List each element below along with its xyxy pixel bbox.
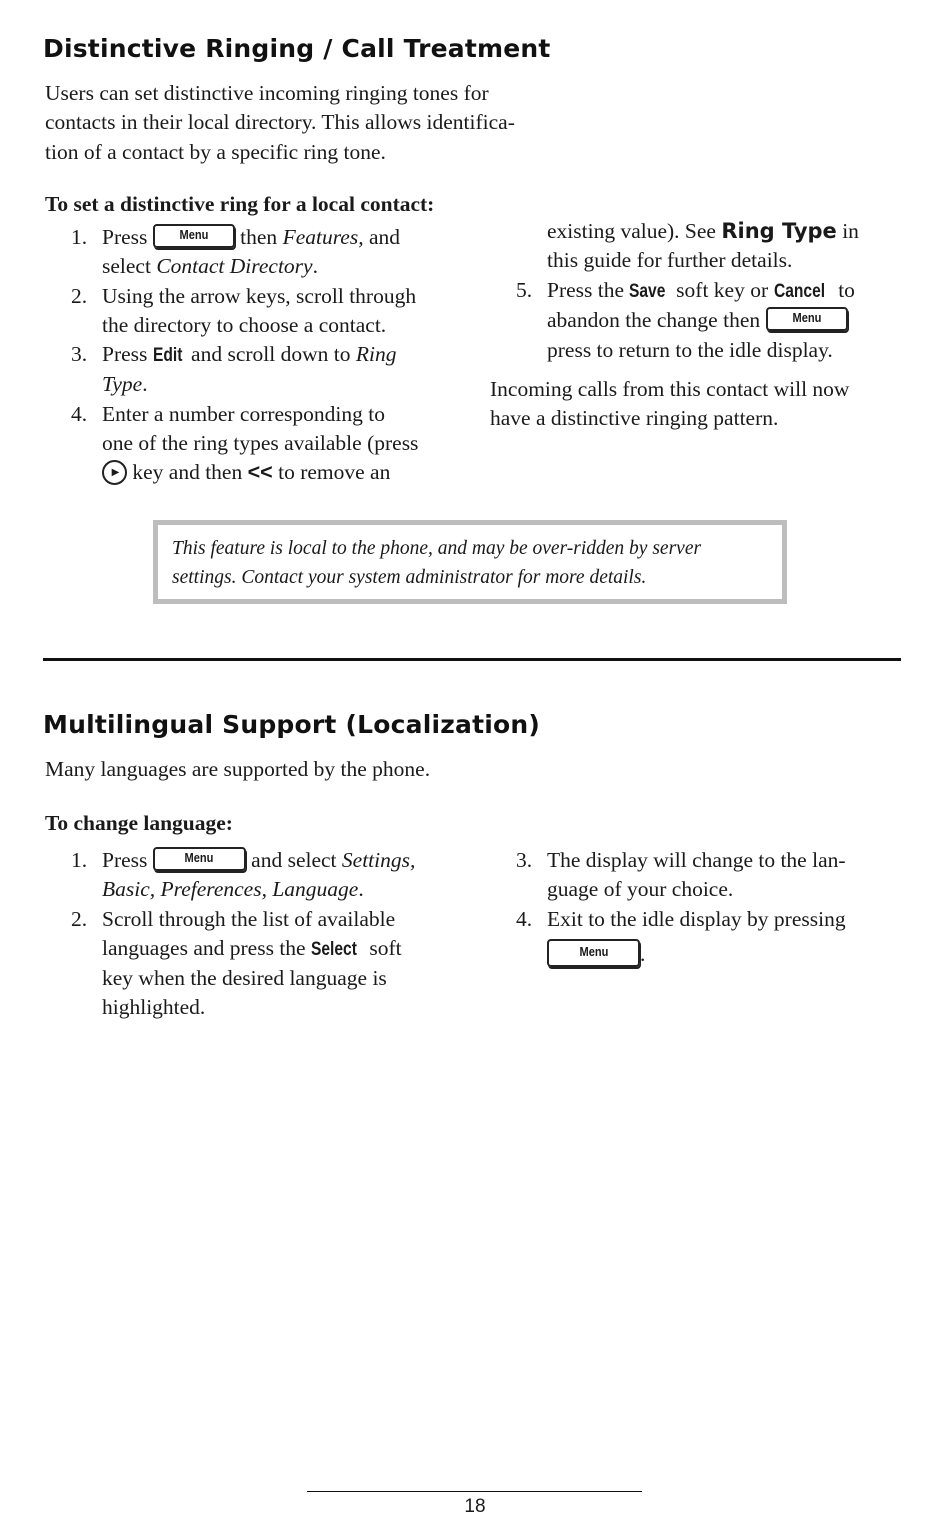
text: press to return to the idle display. <box>547 337 833 362</box>
text: the directory to choose a contact. <box>102 312 387 337</box>
select-soft-key-label: Select <box>310 938 357 960</box>
text: Type <box>102 372 143 397</box>
text: . <box>358 877 364 902</box>
intro-line: tion of a contact by a specific ring tone. <box>45 139 386 164</box>
text: select <box>102 254 151 279</box>
intro-line: contacts in their local directory. This allows identifica- <box>45 110 515 135</box>
list-item <box>45 282 485 341</box>
section-title-multilingual-support: Multilingual Support (Localization) <box>43 710 540 739</box>
section-divider <box>43 658 901 661</box>
text: Press <box>102 225 148 249</box>
menu-key-label: Menu <box>792 310 821 326</box>
text: Press the <box>547 278 625 302</box>
list-item <box>45 223 485 282</box>
text: . <box>640 941 646 966</box>
text: . <box>312 254 318 279</box>
text: Enter a number corresponding to <box>102 401 385 426</box>
list-item <box>45 846 485 905</box>
list-item <box>490 905 910 970</box>
text: highlighted. <box>102 995 206 1020</box>
text: Scroll through the list of available <box>102 906 396 931</box>
text: to <box>838 278 855 302</box>
text: guage of your choice. <box>547 877 734 902</box>
step-number: 3. <box>516 848 533 872</box>
section1-intro <box>45 79 515 167</box>
text: abandon the change then <box>547 308 761 333</box>
text: one of the ring types available (press <box>102 431 419 456</box>
step-number: 1. <box>71 848 88 872</box>
list-item <box>45 400 485 488</box>
text: key when the desired language is <box>102 966 387 991</box>
text: have a distinctive ringing pattern. <box>490 406 779 431</box>
section2-subheading: To change language: <box>45 811 233 835</box>
text: Using the arrow keys, scroll through <box>102 283 417 308</box>
section2-steps-left <box>45 846 485 1023</box>
step-number: 2. <box>71 906 88 931</box>
menu-key-icon <box>153 224 235 248</box>
section-title-distinctive-ringing: Distinctive Ringing / Call Treatment <box>43 34 551 63</box>
step-number: 2. <box>71 283 88 308</box>
step-number: 1. <box>71 225 88 249</box>
features-term: Features, <box>282 225 364 249</box>
backspace-key-label: << <box>247 460 273 485</box>
text: this guide for further details. <box>547 248 793 273</box>
text: Ring <box>355 342 397 367</box>
text: . <box>142 372 148 397</box>
save-soft-key-label: Save <box>629 281 666 302</box>
step4-continuation <box>547 217 917 276</box>
note-line: settings. Contact your system administrator for more details. <box>172 567 647 588</box>
section1-steps-right <box>490 276 910 365</box>
step-number: 3. <box>71 342 88 367</box>
text: languages and press the <box>102 935 306 960</box>
note-line: This feature is local to the phone, and may be over-ridden by server <box>172 538 702 559</box>
note-box <box>153 520 787 604</box>
text: to remove an <box>278 460 391 485</box>
contact-directory-term: Contact Directory <box>156 254 313 279</box>
menu-key-label: Menu <box>184 850 214 866</box>
text: and select <box>251 848 337 872</box>
text: key and then <box>132 460 243 485</box>
list-item <box>45 905 485 1023</box>
menu-key-icon <box>547 939 640 967</box>
section2-steps-right <box>490 846 910 970</box>
text: Exit to the idle display by pressing <box>547 906 846 931</box>
text: soft key or <box>676 278 769 302</box>
step-number: 4. <box>71 401 88 426</box>
text: Press <box>102 342 148 367</box>
menu-key-icon <box>766 307 848 331</box>
section1-steps-left <box>45 223 485 488</box>
text: Basic, Preferences, Language <box>102 877 359 902</box>
text: soft <box>369 935 402 960</box>
text: Press <box>102 848 148 872</box>
text: and <box>368 225 400 249</box>
text: Incoming calls from this contact will now <box>490 377 850 401</box>
text: existing value). See <box>547 219 716 243</box>
list-item <box>490 846 910 905</box>
edit-soft-key-label: Edit <box>152 345 183 367</box>
text: The display will change to the lan- <box>547 848 846 872</box>
menu-key-label: Menu <box>179 227 209 243</box>
cancel-soft-key-label: Cancel <box>773 281 825 302</box>
menu-key-icon <box>153 847 246 871</box>
section1-outro <box>490 375 849 434</box>
step-number: 4. <box>516 906 533 931</box>
list-item <box>490 276 910 365</box>
intro-line: Users can set distinctive incoming ringing tones for <box>45 81 489 105</box>
footer-rule <box>307 1491 642 1492</box>
step-number: 5. <box>516 278 533 302</box>
text: in <box>842 219 859 243</box>
text: then <box>240 225 278 249</box>
list-item <box>45 340 485 400</box>
text: and scroll down to <box>191 342 351 367</box>
menu-key-label: Menu <box>579 943 608 959</box>
page-number: 18 <box>464 1496 486 1517</box>
section1-subheading: To set a distinctive ring for a local contact: <box>45 192 435 216</box>
ring-type-reference: Ring Type <box>721 219 837 243</box>
text: Settings, <box>341 848 416 872</box>
section2-intro: Many languages are supported by the phone. <box>45 757 431 781</box>
right-arrow-icon: ▶ <box>102 460 127 485</box>
